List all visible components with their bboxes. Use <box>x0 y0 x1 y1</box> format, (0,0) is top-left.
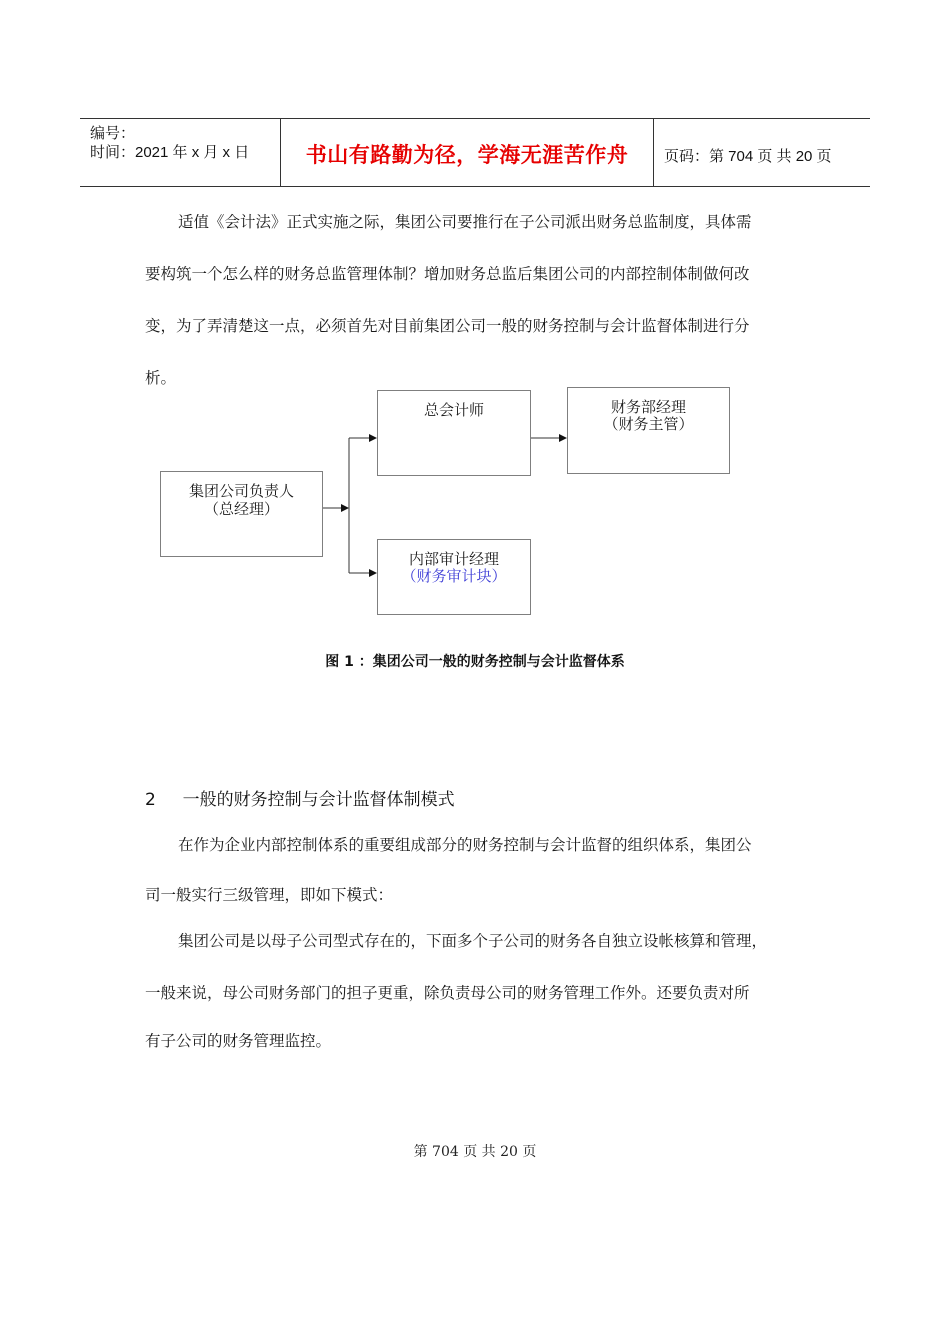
node-finance-manager <box>567 387 730 474</box>
node-group-head <box>160 471 323 557</box>
body-line-4: 一般来说，母公司财务部门的担子更重，除负责母公司的财务管理工作外。还要负责对所 <box>145 984 750 1002</box>
body-line-3: 集团公司是以母子公司型式存在的，下面多个子公司的财务各自独立设帐核算和管理， <box>178 932 768 950</box>
page-info: 页码：第 704 页 共 20 页 <box>664 148 832 165</box>
intro-line-3: 变，为了弄清楚这一点，必须首先对目前集团公司一般的财务控制与会计监督体制进行分 <box>145 317 750 335</box>
section-number: 2 <box>145 790 156 810</box>
page-footer: 第 704 页 共 20 页 <box>413 1144 537 1160</box>
time-label: 时间：2021 年 x 月 x 日 <box>90 144 250 161</box>
body-line-5: 有子公司的财务管理监控。 <box>145 1032 332 1050</box>
section-heading <box>145 785 455 810</box>
intro-line-4: 析。 <box>145 369 177 387</box>
node-chief-accountant <box>377 390 531 476</box>
node-chief-accountant-title: 总会计师 <box>423 401 484 419</box>
section-title: 一般的财务控制与会计监督体制模式 <box>182 790 455 810</box>
node-finance-manager-subtitle: （财务主管） <box>603 415 694 433</box>
body-line-2: 司一般实行三级管理，即如下模式： <box>145 886 394 904</box>
figure-caption: 图 1 ：集团公司一般的财务控制与会计监督体系 <box>325 654 625 670</box>
node-finance-manager-title: 财务部经理 <box>610 398 686 416</box>
number-label: 编号： <box>90 125 136 142</box>
intro-line-2: 要构筑一个怎么样的财务总监管理体制？增加财务总监后集团公司的内部控制体制做何改 <box>145 265 750 283</box>
node-internal-audit-subtitle: （财务审计块） <box>401 567 507 585</box>
node-internal-audit <box>377 539 531 615</box>
intro-line-1: 适值《会计法》正式实施之际，集团公司要推行在子公司派出财务总监制度，具体需 <box>178 213 752 231</box>
body-line-1: 在作为企业内部控制体系的重要组成部分的财务控制与会计监督的组织体系，集团公 <box>178 836 752 854</box>
node-group-head-title: 集团公司负责人 <box>188 482 294 500</box>
node-group-head-subtitle: （总经理） <box>203 500 279 518</box>
node-internal-audit-title: 内部审计经理 <box>408 550 499 568</box>
motto: 书山有路勤为径，学海无涯苦作舟 <box>305 143 629 167</box>
